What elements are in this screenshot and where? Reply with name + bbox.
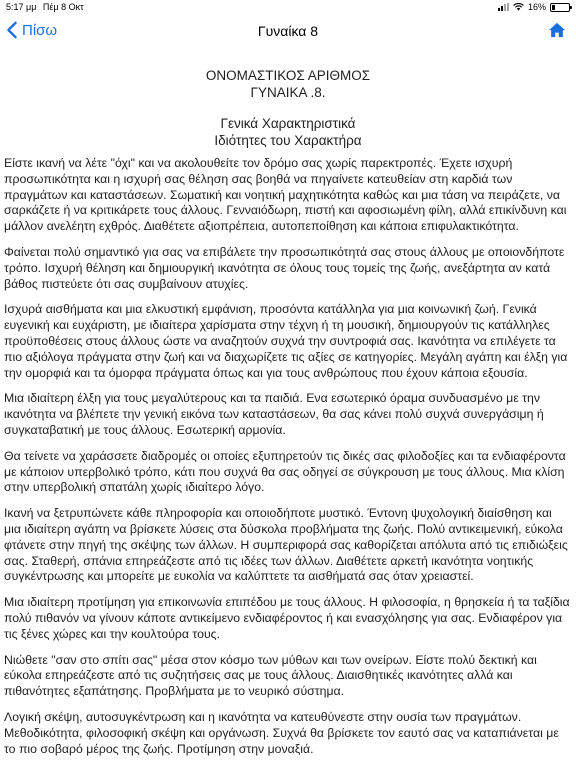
paragraph: Νιώθετε "σαν στο σπίτι σας" μέσα στον κόσμο των μύθων και των ονείρων. Είστε πολύ δεκτική και εύκολα επηρεάζεστε από τις συζητήσεις σας με τους άλλους. Διαισθητικές ικανότητες αλλά και πιθανότητες εξαπάτησης. Προβλήματα με το νευρικό σύστημα.	[4, 652, 537, 699]
description-text	[4, 156, 572, 757]
navigation-bar	[0, 16, 576, 46]
status-left	[6, 2, 88, 12]
paragraph: Ισχυρά αισθήματα και μια ελκυστική εμφάνιση, προσόντα κατάλληλα για μια κοινωνική ζωή. Γενικά ευγενική και ευχάριστη, με ιδιαίτερα χαρίσματα στην τέχνη ή τη μουσική, δημιουργούν τις κατάλληλες προϋποθέσεις στους άλλους ώστε να αναζητούν συχνά την συντροφιά σας. Ικανότητα να επιλέγετε τα πιο αξιόλογα πράγματα στην ζωή και να διαχωρίζετε τις αξίες σε κατηγορίες. Μεγάλη αγάπη και έλξη για την ομορφιά και τα όμορφα πράγματα όπως και για τους ανθρώπους που έχουν κάποια εξουσία.	[4, 302, 568, 380]
battery-icon	[550, 3, 570, 12]
section-heading	[4, 115, 572, 149]
paragraph: Μια ιδιαίτερη έλξη για τους μεγαλύτερους και τα παιδιά. Ενα εσωτερικό όραμα συνδυασμένο με την ικανότητα να βλέπετε την γενική εικόνα των καταστάσεων, θα σας κάνει πολύ συχνά συνεργάσιμη ή συγκαταβατική με τους άλλους. Εσωτερική αρμονία.	[4, 391, 544, 437]
home-icon[interactable]	[548, 22, 566, 38]
heading-line-1: ΟΝΟΜΑΣΤΙΚΟΣ ΑΡΙΘΜΟΣ	[205, 68, 371, 83]
battery-percent: 16%	[527, 2, 546, 12]
back-label: Πίσω	[22, 21, 58, 39]
signal-icon	[498, 3, 509, 11]
paragraph: Φαίνεται πολύ σημαντικό για σας να επιβάλετε την προσωπικότητά σας στους άλλους με οποιονδήποτε τρόπο. Ισχυρή θέληση και δημιουργική ικανότητα σε όλους τους τομείς της ζωής, ανεξάρτητα αν κατά βάθος πιστεύετε ότι σας συμβαίνουν ατυχίες.	[4, 244, 565, 291]
paragraph: Είστε ικανή να λέτε "όχι" και να ακολουθείτε τον δρόμο σας χωρίς παρεκτροπές. Έχετε ισχυρή προσωπικότητα και η ισχυρή σας θέληση σας βοηθά να πηγαίνετε κατευθείαν στη καρδιά των πραγμάτων και καταστάσεων. Σωματική και νοητική μαχητικότητα καθώς και μια τάση να πειράζετε, να σαρκάζετε ή να κριτικάρετε τους άλλους. Γενναιόδωρη, πιστή και αφοσιωμένη φίλη, αλλά επικίνδυνη και μάλλον ανελέητη εχθρός. Διαθέτετε αξιοπρέπεια, αυτοπεποίθηση και κάποια επιφυλακτικότητα.	[4, 156, 567, 234]
paragraph: Ικανή να ξετρυπώνετε κάθε πληροφορία και οποιοδήποτε μυστικό. Έντονη ψυχολογική διαίσθηση και μια ιδιαίτερη αγάπη να βρίσκετε λύσεις στα δύσκολα προβλήματα της ζωής. Πολύ αντικειμενική, εύκολα φτάνετε στην πηγή της σκέψης των άλλων. Η συμπεριφορά σας καθορίζεται απόλυτα από τις επιδιώξεις σας. Σταθερή, σπάνια επηρεάζεστε από τις ιδέες των άλλων. Διαθέτετε αρκετή ικανότητα νοητικής συγκέντρωσης και μπορείτε με ευκολία να καλύπτετε τα αισθήματά σας όταν χρειαστεί.	[4, 506, 568, 584]
main-heading	[4, 67, 572, 101]
status-right	[498, 2, 570, 12]
section-heading-line-1: Γενικά Χαρακτηριστικά	[220, 116, 356, 131]
paragraph: Λογική σκέψη, αυτοσυγκέντρωση και η ικανότητα να κατευθύνεστε στην ουσία των πραγμάτων. Μεθοδικότητα, φιλοσοφική σκέψη και οργάνωση. Συχνά θα βρίσκετε τον εαυτό σας να καταπιάνεται με το πιο σοβαρό μέρος της ζωής. Προτίμηση στην μοναξιά.	[4, 709, 559, 756]
heading-line-2: ΓΥΝΑΙΚΑ .8.	[250, 85, 326, 100]
status-date: Πέμ 8 Οκτ	[42, 2, 84, 12]
page-title: Γυναίκα 8	[257, 23, 319, 39]
status-time: 5:17 μμ	[6, 2, 37, 12]
status-bar	[0, 0, 576, 16]
section-heading-line-2: Ιδιότητες του Χαρακτήρα	[214, 133, 362, 148]
paragraph: Μια ιδιαίτερη προτίμηση για επικοινωνία επιπέδου με τους άλλους. Η φιλοσοφία, η θρησκεία ή τα ταξίδια πολύ πιθανόν να γίνουν κάποτε αντικείμενο ενδιαφέροντος ή και ενασχόλησης για σας. Ενδιαφέρον για τις ξένες χώρες και την κουλτούρα τους.	[4, 595, 570, 641]
wifi-icon	[513, 3, 524, 11]
content-area	[0, 52, 576, 767]
paragraph: Θα τείνετε να χαράσσετε διαδρομές οι οποίες εξυπηρετούν τις δικές σας φιλοδοξίες και τα ενδιαφέροντα με κάποιον υπερβολικό τρόπο, κάτι που συχνά θα σας οδηγεί σε σύγκρουση με τους άλλους. Μια κλίση στην υπερβολική σπατάλη χωρίς ιδιαίτερο λόγο.	[4, 448, 566, 495]
